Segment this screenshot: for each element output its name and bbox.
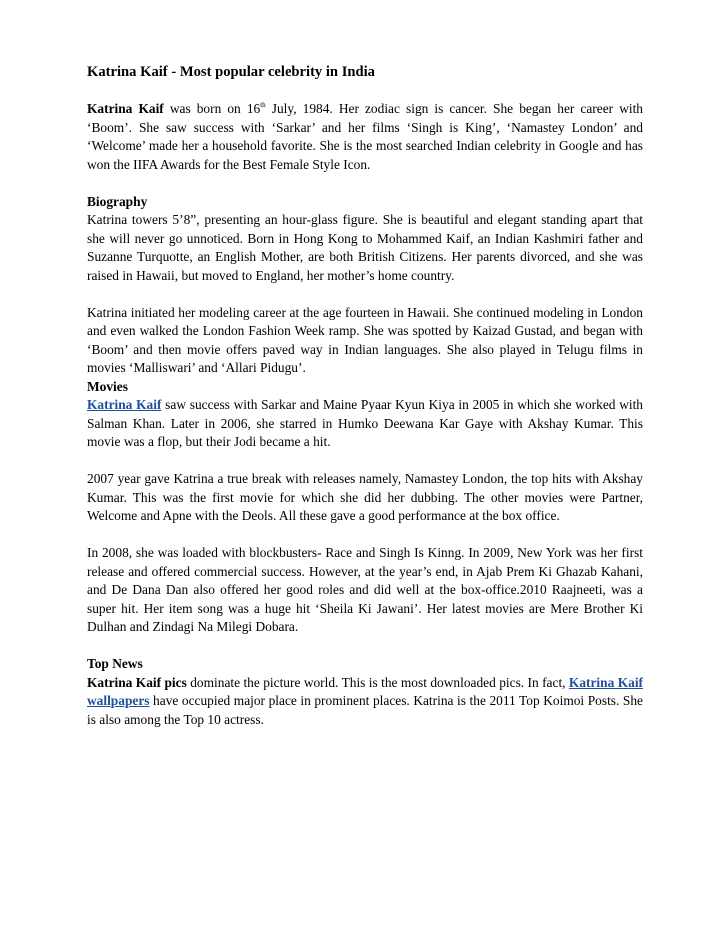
intro-text-2: July, 1984. Her zodiac sign is cancer. She began her career with ‘Boom’. She saw success with ‘Sarkar’ and her films ‘Singh is King’, ‘Namastey London’ and ‘Welcome’ made her a household favorite. She is the most searched Indian celebrity in Google and has won the IIFA Awards for the Best Female Style Icon. — [87, 101, 643, 172]
top-news-text-2: have occupied major place in prominent places. Katrina is the 2011 Top Koimoi Posts. She is also among the Top 10 actress. — [87, 693, 643, 727]
intro-paragraph — [87, 100, 643, 174]
movies-heading: Movies — [87, 378, 128, 394]
movies-paragraph-3: In 2008, she was loaded with blockbusters- Race and Singh Is Kinng. In 2009, New York was her first release and offered commercial success. However, at the year’s end, in Ajab Prem Ki Ghazab Kahani, and De Dana Dan also offered her good roles and did well at the box-office.2010 Raajneeti, was a super hit. Her item song was a huge hit ‘Sheila Ki Jawani’. Her latest movies are Mere Brother Ki Dulhan and Zindagi Na Milegi Dobara. — [87, 545, 643, 634]
katrina-kaif-wallpapers-link[interactable]: Katrina Kaif wallpapers — [87, 674, 643, 708]
intro-name: Katrina Kaif — [87, 101, 164, 116]
intro-superscript: th — [260, 101, 266, 109]
top-news-paragraph — [87, 674, 643, 730]
document-page — [87, 63, 643, 729]
biography-paragraph-2: Katrina initiated her modeling career at the age fourteen in Hawaii. She continued modeling in London and even walked the London Fashion Week ramp. She was spotted by Kaizad Gustad, and began with ‘Boom’ and then movie offers paved way in Indian languages. She also played in Telugu films in movies ‘Malliswari’ and ‘Allari Pidugu’. — [87, 304, 643, 375]
biography-paragraph-1: Katrina towers 5’8”, presenting an hour-glass figure. She is beautiful and elegant standing apart that she will never go unnoticed. Born in Hong Kong to Mohammed Kaif, an Indian Kashmiri father and Suzanne Turquotte, an English Mother, are both British Citizens. Her parents divorced, and she was raised in Hawaii, but moved to England, her mother’s home country. — [87, 212, 643, 283]
top-news-heading: Top News — [87, 656, 143, 671]
intro-text-1: was born on 16 — [163, 101, 261, 116]
katrina-kaif-link[interactable]: Katrina Kaif — [87, 397, 162, 412]
movies-paragraph-1 — [87, 396, 643, 452]
biography-heading: Biography — [87, 193, 148, 209]
movies-paragraph-1-text: saw success with Sarkar and Maine Pyaar Kyun Kiya in 2005 in which she worked with Salman Khan. Later in 2006, she starred in Humko Deewana Kar Gaye with Akshay Kumar. This movie was a flop, but their Jodi became a hit. — [87, 397, 644, 449]
top-news-text-1: dominate the picture world. This is the most downloaded pics. In fact, — [186, 674, 569, 690]
movies-paragraph-2: 2007 year gave Katrina a true break with releases namely, Namastey London, the top hits with Akshay Kumar. This was the first movie for which she did her dubbing. The other movies were Partner, Welcome and Apne with the Deols. All these gave a good performance at the box office. — [87, 471, 643, 523]
katrina-kaif-pics-label: Katrina Kaif pics — [87, 674, 187, 690]
page-title: Katrina Kaif - Most popular celebrity in India — [87, 64, 375, 80]
